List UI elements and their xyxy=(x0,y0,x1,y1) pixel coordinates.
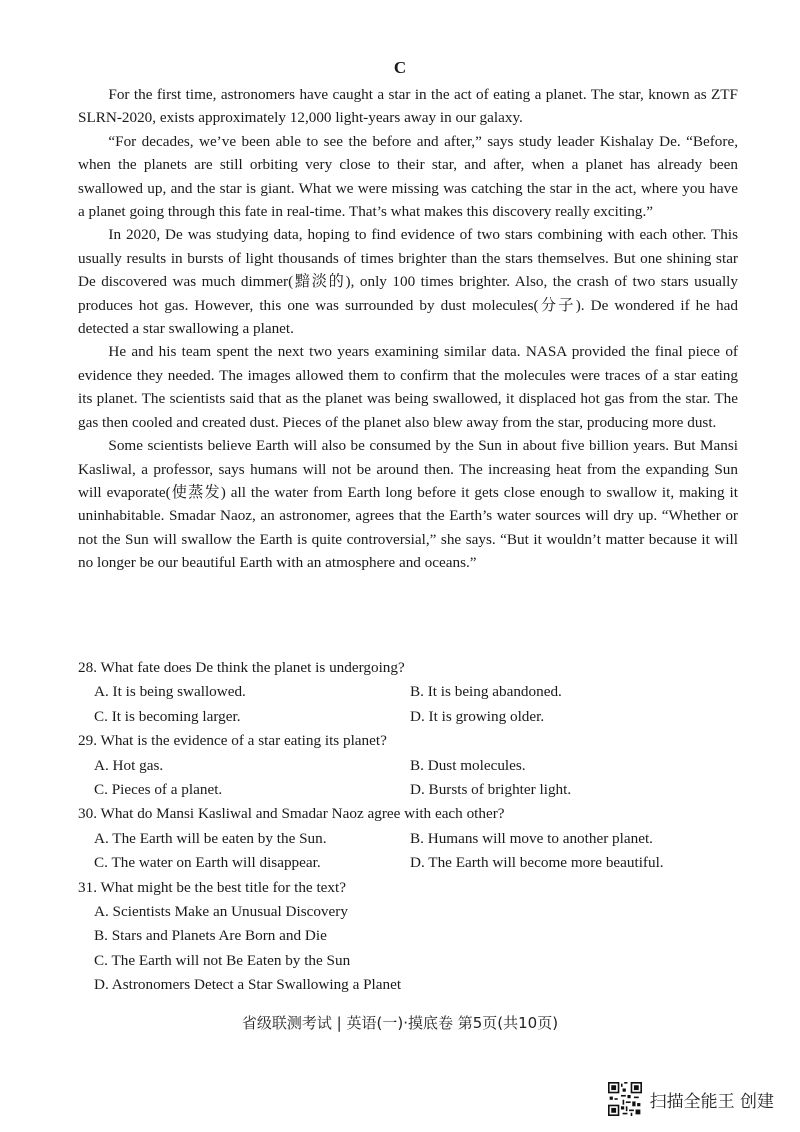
option-b: B. Dust molecules. xyxy=(410,756,526,774)
option-b: B. Humans will move to another planet. xyxy=(410,829,653,847)
question-28 xyxy=(78,656,738,729)
option-c: C. The Earth will not Be Eaten by the Sun xyxy=(94,951,351,969)
question-stem: 31. What might be the best title for the text? xyxy=(78,878,346,896)
option-c: C. Pieces of a planet. xyxy=(94,781,223,799)
option-c: C. It is becoming larger. xyxy=(94,707,241,725)
option-d: D. Astronomers Detect a Star Swallowing a Planet xyxy=(94,976,402,994)
option-a: A. It is being swallowed. xyxy=(94,683,246,701)
passage-paragraph: In 2020, De was studying data, hoping to find evidence of two stars combining with each other. This usually results in bursts of light thousands of times brighter than the stars themselves. But one shining star De discovered was much dimmer(黯淡的), only 100 times brighter. Also, the crash of two stars usually produces hot gas. However, this one was surrounded by dust molecules(分子). De wondered if he had detected a star swallowing a planet. xyxy=(78,226,738,338)
option-a: A. The Earth will be eaten by the Sun. xyxy=(94,829,327,847)
option-a: A. Scientists Make an Unusual Discovery xyxy=(94,903,348,921)
passage-paragraph: For the first time, astronomers have caught a star in the act of eating a planet. The star, known as ZTF SLRN-2020, exists approximately 12,000 light-years away in our galaxy. xyxy=(78,86,738,127)
section-heading: C xyxy=(393,58,407,77)
option-d: D. Bursts of brighter light. xyxy=(410,781,572,799)
question-30 xyxy=(78,802,738,875)
reading-passage xyxy=(78,83,738,575)
option-d: D. The Earth will become more beautiful. xyxy=(410,854,664,872)
passage-paragraph: Some scientists believe Earth will also be consumed by the Sun in about five billion years. But Mansi Kasliwal, a professor, says humans will not be around then. The increasing heat from the expanding Sun will evaporate(使蒸发) all the water from Earth long before it gets close enough to swallow it, making it uninhabitable. Smadar Naoz, an astronomer, agrees that the Earth’s water sources will dry up. “Whether or not the Sun will swallow the Earth is quite controversial,” she says. “But it wouldn’t matter because it will no longer be our beautiful Earth with an atmosphere and oceans.” xyxy=(78,437,738,572)
question-stem: 28. What fate does De think the planet is undergoing? xyxy=(78,659,405,676)
option-c: C. The water on Earth will disappear. xyxy=(94,854,321,872)
option-b: B. It is being abandoned. xyxy=(410,683,562,701)
watermark-text: 扫描全能王 创建 xyxy=(649,1091,774,1112)
question-stem: 29. What is the evidence of a star eating its planet? xyxy=(78,732,387,750)
question-list xyxy=(78,656,738,998)
scanner-watermark xyxy=(608,1082,774,1116)
page-footer: 省级联测考试 | 英语(一)·摸底卷 第5页(共10页) xyxy=(241,1014,559,1032)
passage-paragraph: He and his team spent the next two years examining similar data. NASA provided the final piece of evidence they needed. The images allowed them to confirm that the molecules were traces of a star eating its planet. The scientists said that as the planet was being swallowed, it displaced hot gas from the star. The gas then cooled and created dust. Pieces of the planet also blew away from the star, producing more dust. xyxy=(78,343,738,431)
option-d: D. It is growing older. xyxy=(410,707,545,725)
option-b: B. Stars and Planets Are Born and Die xyxy=(94,927,327,945)
qr-code-icon xyxy=(608,1082,642,1116)
question-stem: 30. What do Mansi Kasliwal and Smadar Naoz agree with each other? xyxy=(78,805,505,823)
question-31 xyxy=(78,876,738,998)
option-a: A. Hot gas. xyxy=(94,756,164,774)
passage-paragraph: “For decades, we’ve been able to see the before and after,” says study leader Kishalay De. “Before, when the planets are still orbiting very close to their star, and after, when a planet has already been swallowed up, and the star is giant. What we were missing was catching the star in the act, where you have a planet going through this fate in real-time. That’s what makes this discovery really exciting.” xyxy=(78,132,738,221)
question-29 xyxy=(78,729,738,802)
